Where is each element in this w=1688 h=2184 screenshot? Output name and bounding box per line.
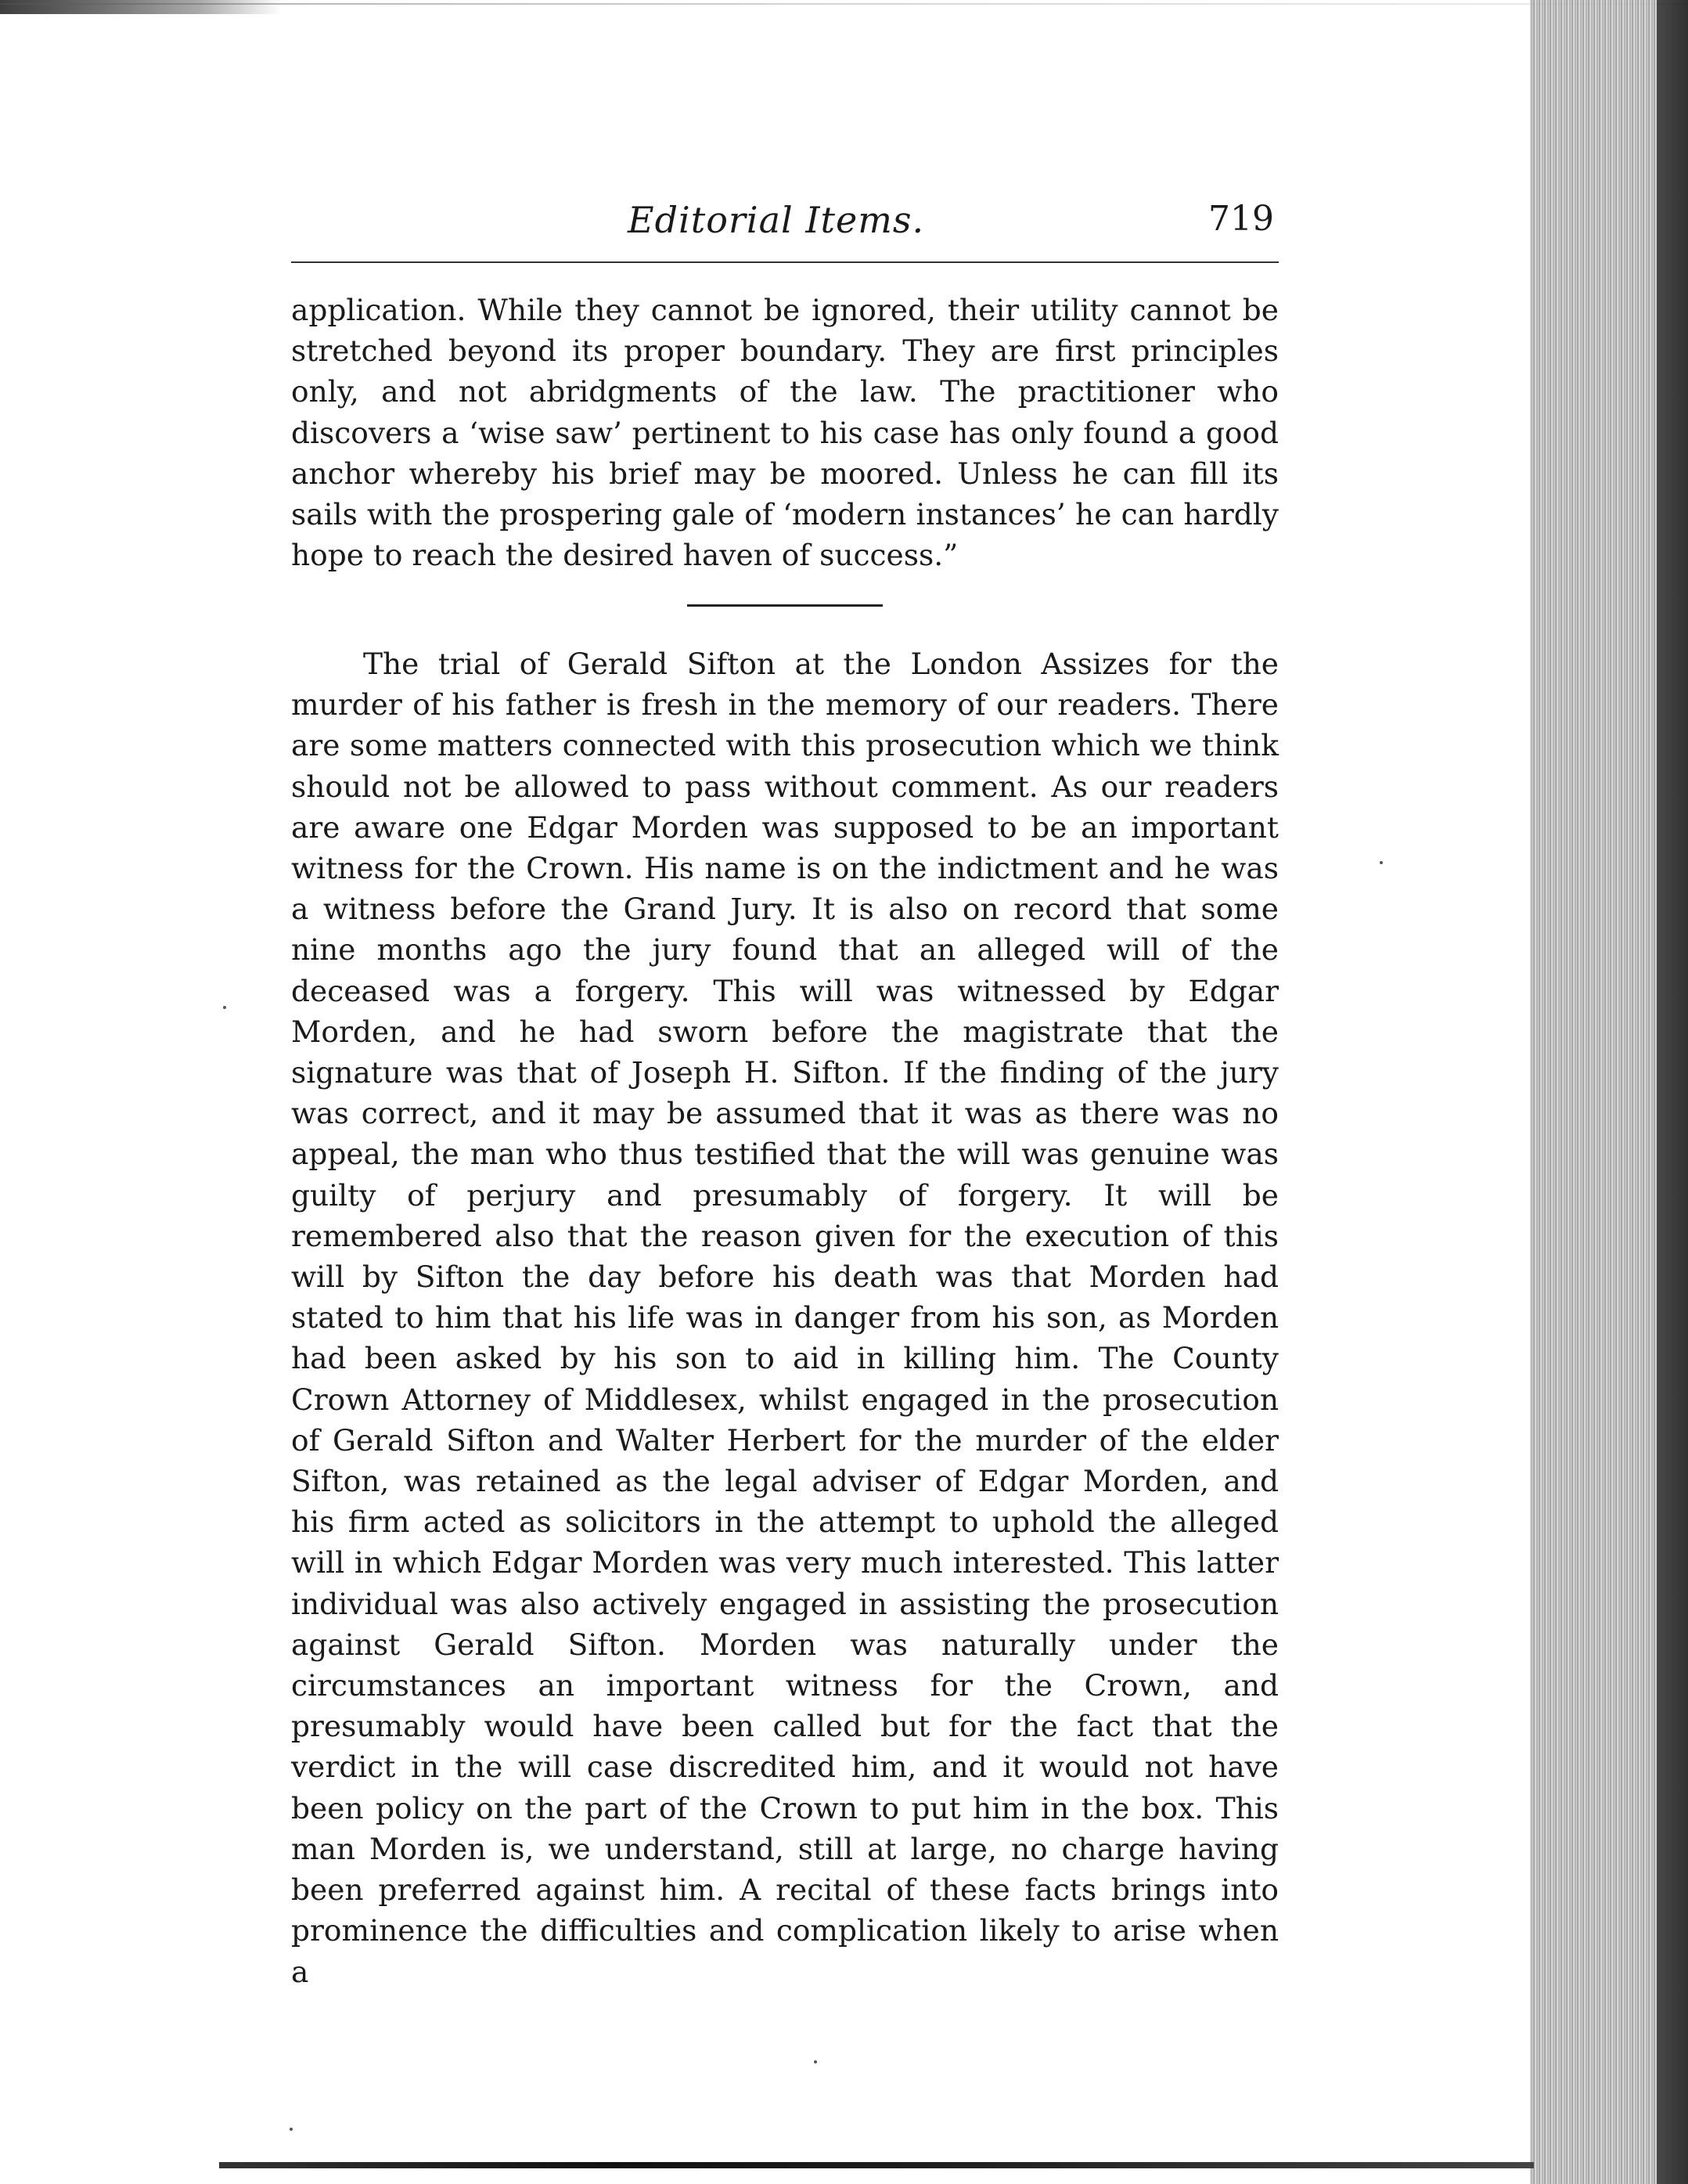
running-head: Editorial Items. [628, 199, 925, 241]
scan-edge-smudge [0, 0, 282, 14]
page-header [291, 199, 1279, 261]
scan-top-edge [0, 3, 1688, 5]
scan-bottom-edge [219, 2162, 1534, 2168]
paragraph-continued: application. While they cannot be ignored, their utility cannot be stretched beyond its proper boundary. They are first principles only, and not abridgments of the law. The practitioner who discovers a ‘wise saw’ pertinent to his case has only found a good anchor whereby his brief may be moored. Unless he can fill its sails with the prospering gale of ‘modern instances’ he can hardly hope to reach the desired haven of success.” [291, 293, 1279, 573]
book-page-edge [1530, 0, 1688, 2184]
scan-speck [290, 2128, 293, 2131]
section-divider [687, 604, 883, 607]
scan-speck [1380, 861, 1383, 864]
scan-speck [814, 2060, 817, 2063]
page-number: 719 [1208, 199, 1274, 239]
header-rule [291, 261, 1279, 263]
scan-speck [223, 1006, 226, 1009]
paragraph-sifton-trial: The trial of Gerald Sifton at the London Assizes for the murder of his father is fresh in the memory of our readers. There are some matters connected with this prosecution which we think should not be allowed to pass without comment. As our readers are aware one Edgar Morden was supposed to be an important witness for the Crown. His name is on the indictment and he was a witness before the Grand Jury. It is also on record that some nine months ago the jury found that an alleged will of the deceased was a forgery. This will was witnessed by Edgar Morden, and he had sworn before the magistrate that the signature was that of Joseph H. Sifton. If the finding of the jury was correct, and it may be assumed that it was as there was no appeal, the man who thus testified that the will was genuine was guilty of perjury and presumably of forgery. It will be remembered also that the reason given for the execution of this will by Sifton the day before his death was that Morden had stated to him that his life was in danger from his son, as Morden had been asked by his son to aid in killing him. The County Crown Attorney of Middlesex, whilst engaged in the prosecution of Gerald Sifton and Walter Herbert for the murder of the elder Sifton, was retained as the legal adviser of Edgar Morden, and his firm acted as solicitors in the attempt to uphold the alleged will in which Edgar Morden was very much interested. This latter individual was also actively engaged in assisting the prosecution against Gerald Sifton. Morden was naturally under the circumstances an important witness for the Crown, and presumably would have been called but for the fact that the verdict in the will case discredited him, and it would not have been policy on the part of the Crown to put him in the box. This man Morden is, we understand, still at large, no charge having been preferred against him. A recital of these facts brings into prominence the difficulties and complication likely to arise when a [291, 647, 1279, 1989]
